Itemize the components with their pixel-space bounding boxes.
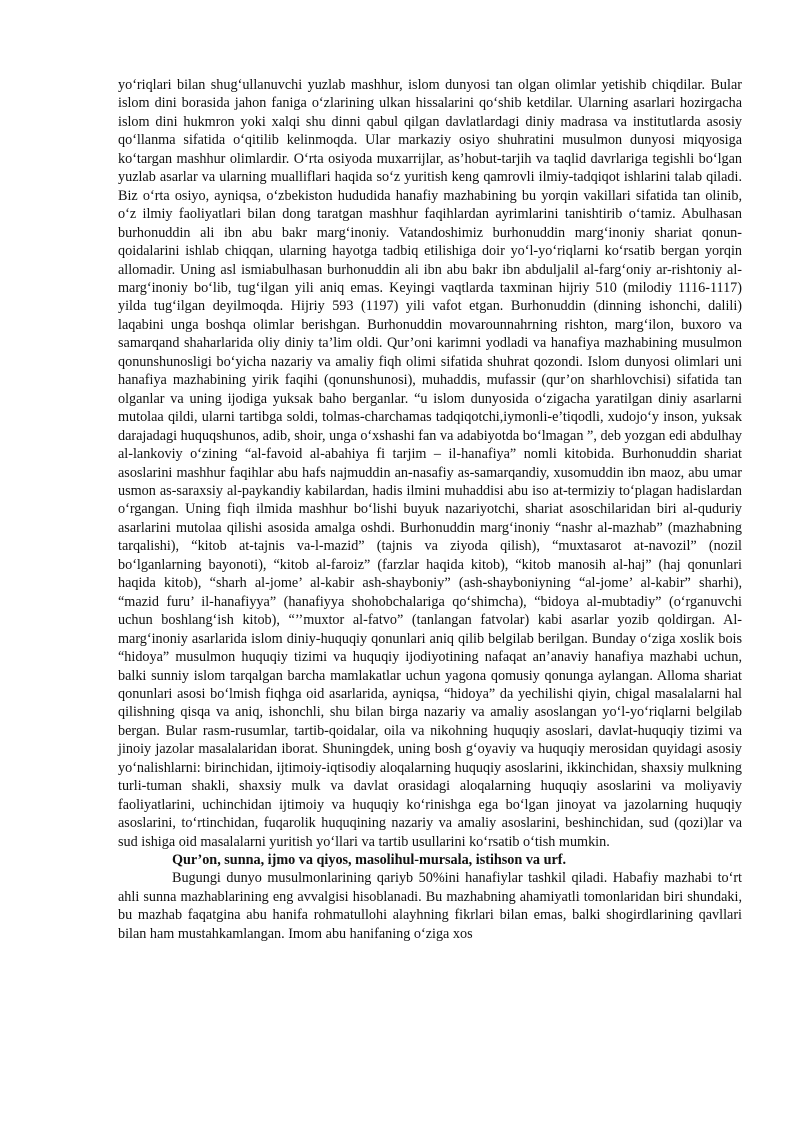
body-paragraph-indented: Bugungi dunyo musulmonlarining qariyb 50%ini hanafiylar tashkil qiladi. Habafiy mazhabi to‘rt ahli sunna mazhablarining eng avvalgisi hisoblanadi. Bu mazhabning ahamiyatli tomonlaridan biri shundaki, bu mazhab faqatgina abu hanifa rohmatullohi alayhning fikrlari bilan emas, balki shogirdlarining qavllari bilan ham mustahkamlangan. Imom abu hanifaning o‘ziga xos [118,870,742,942]
document-body [118,76,742,943]
body-paragraph: yo‘riqlari bilan shug‘ullanuvchi yuzlab mashhur, islom dunyosi tan olgan olimlar yetishib chiqdilar. Bular islom dini borasida jahon faniga o‘zlarining ulkan hissalarini qo‘shib ketdilar. Ularning asarlari hozirgacha islom dini hukmron yoki xalqi shu dinni qabul qilgan davlatlardagi diniy madrasa va institutlarda asosiy qo‘llanma sifatida o‘qitilib kelinmoqda. Ular markaziy osiyo shuhratini musulmon dunyosi miqyosiga ko‘targan mashhur olimlardir. O‘rta osiyoda muxarrijlar, as’hobut-tarjih va taqlid davrlariga tegishli bo‘lgan yuzlab asarlar va ularning mualliflari haqida so‘z yuritish keng qamrovli ilmiy-tadqiqot ishlarini talab qiladi. Biz o‘rta osiyo, ayniqsa, o‘zbekiston hududida hanafiy mazhabining bu yorqin vakillari sifatida tan olinib, o‘z ilmiy faoliyatlari bilan dong taratgan mashhur faqihlardan ayrimlarini tanishtirib o‘tamiz. Abulhasan burhonuddin ali ibn abu bakr marg‘inoniy. Vatandoshimiz burhonuddin marg‘inoniy shariat qonun-qoidalarini ishlab chiqqan, ularning hayotga tadbiq etilishiga doir yo‘l-yo‘riqlarni ko‘rsatib bergan yorqin allomadir. Uning asl ismiabulhasan burhonuddin ali ibn abu bakr ibn abduljalil al-farg‘oniy ar-rishtoniy al-marg‘inoniy bo‘lib, tug‘ilgan yili aniq emas. Keyingi vaqtlarda taxminan hijriy 510 (milodiy 1116-1117) yilda tug‘ilgan deyilmoqda. Hijriy 593 (1197) yili vafot etgan. Burhonuddin (dinning ishonchi, dalili) laqabini unga boshqa olimlar berishgan. Burhonuddin movarounnahrning rishton, marg‘ilon, buxoro va samarqand shaharlarida oliy diniy ta’lim oldi. Qur’oni karimni yodladi va hanafiya mazhabining musulmon qonunshunosligi bo‘yicha nazariy va amaliy fiqh olimi sifatida shuhrat qozondi. Islom dunyosi olimlari uni hanafiya mazhabining yirik faqihi (qonunshunosi), muhaddis, mufassir (qur’on sharhlovchisi) sifatida tan olganlar va uning ijodiga yuksak baho berganlar. “u islom dunyosida o‘zigacha yaratilgan diniy asarlarni mutolaa qildi, ularni tartibga soldi, tolmas-charchamas tadqiqotchi,iymonli-e’tiqodli, xudojo‘y inson, yuksak darajadagi huquqshunos, adib, shoir, unga o‘xshashi fan va adabiyotda bo‘lmagan ”, deb yozgan edi abdulhay al-lankoviy o‘zining “al-favoid al-abahiya fi tarjim – il-hanafiya” nomli kitobida. Burhonuddin shariat asoslarini mashhur faqihlar abu hafs najmuddin an-nasafiy as-samarqandiy, xusomuddin ibn maoz, abu umar usmon as-saraxsiy al-paykandiy kabilardan, hadis ilmini muhaddisi abu iso at-termiziy to‘plagan hadislardan o‘rgangan. Uning fiqh ilmida mashhur bo‘lishi buyuk nazariyotchi, shariat asoschilaridan biri al-quduriy asarlarini mutolaa qilishi asosida amalga oshdi. Burhonuddin marg‘inoniy “nashr al-mazhab” (mazhabning tarqalishi), “kitob at-tajnis va-l-mazid” (tajnis va ziyoda qilish), “muxtasarot at-navozil” (nozil bo‘lganlarning bayonoti), “kitob al-faroiz” (farzlar haqida kitob), “kitob manosih al-haj” (haj qonunlari haqida kitob), “sharh al-jome’ al-kabir ash-shayboniy” (ash-shayboniyning “al-jome’ al-kabir” sharhi), “mazid furu’ il-hanafiyya” (hanafiyya shohobchalariga qo‘shimcha), “bidoya al-mubtadiy” (o‘rganuvchi uchun boshlang‘ish kitob), “’’muxtor al-fatvo” (tanlangan fatvolar) kabi asarlar yozib qoldirgan. Al-marg‘inoniy asarlarida islom diniy-huquqiy qonunlari aniq qilib belgilab berilgan. Bunday o‘ziga xoslik bois “hidoya” musulmon huquqiy tizimi va huquqiy ijodiyotining nafaqat an’anaviy hanafiya mazhabi uchun, balki sunniy islom tarqalgan barcha mamlakatlar uchun yagona qomusiy qonunga aylangan. Alloma shariat qonunlari asosi bo‘lmish fiqhga oid asarlarida, ayniqsa, “hidoya” da yechilishi qiyin, chigal masalalarni hal qilishning qisqa va aniq, ishonchli, shu bilan birga nazariy va amaliy asoslangan yo‘l-yo‘riqlarni belgilab bergan. Bular rasm-rusumlar, tartib-qoidalar, oila va nikohning huquqiy asoslari, davlat-huquqiy tizimi va jinoiy jazolar masalalaridan iborat. Shuningdek, uning bosh g‘oyaviy va huquqiy merosidan quyidagi asosiy yo‘nalishlarni: birinchidan, ijtimoiy-iqtisodiy aloqalarning huquqiy asoslarini, ikkinchidan, shaxsiy mulkning turli-tuman shakli, shaxsiy mulk va davlat orasidagi aloqalarning huquqiy asoslarini va moliyaviy faoliyatlarini, uchinchidan ijtimoiy va huquqiy ko‘rinishga ega bo‘lgan jinoyat va jazolarning huquqiy asoslarini, to‘rtinchidan, fuqarolik huquqining nazariy va amaliy asoslarini, beshinchidan, sud (qozi)lar va sud ishiga oid masalalarni yuritish yo‘llari va tartib usullarini ko‘rsatib o‘tish mumkin. [118,77,742,850]
section-heading: Qur’on, sunna, ijmo va qiyos, masolihul-mursala, istihson va urf. [172,852,567,869]
